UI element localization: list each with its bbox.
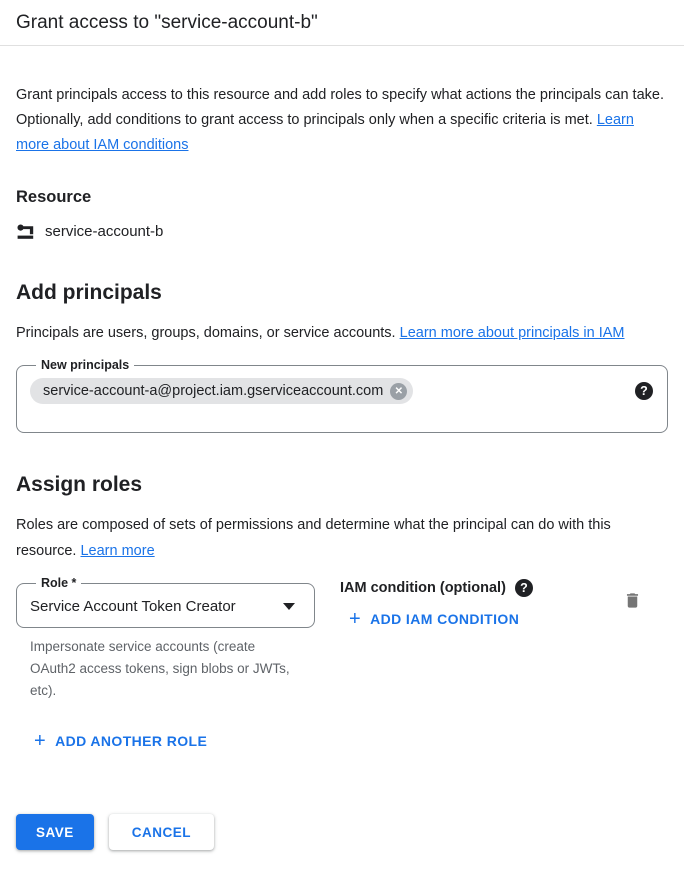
roles-description [16,512,668,564]
add-iam-condition-button[interactable] [349,610,519,628]
save-button[interactable]: SAVE [16,814,94,850]
add-another-role-label: ADD ANOTHER ROLE [55,733,208,749]
assign-roles-heading: Assign roles [16,473,143,496]
chevron-down-icon [283,603,295,610]
new-principals-field[interactable] [16,359,668,433]
principals-help-icon[interactable]: ? [635,382,653,400]
dialog-actions [16,814,668,850]
delete-column [623,577,668,615]
trash-icon [623,591,642,610]
role-description: Impersonate service accounts (create OAuth2 access tokens, sign blobs or JWTs, etc). [30,639,290,698]
iam-condition-column [340,577,533,630]
delete-role-button[interactable] [623,591,642,610]
principals-description [16,320,668,346]
resource-item [16,222,668,241]
page-title: Grant access to "service-account-b" [0,0,684,46]
learn-more-roles-link[interactable]: Learn more [80,543,155,559]
add-iam-condition-label: ADD IAM CONDITION [370,611,520,627]
principals-description-text: Principals are users, groups, domains, or service accounts. [16,325,396,341]
iam-condition-help-icon[interactable]: ? [515,579,533,597]
role-column [16,577,315,702]
principal-chip [30,378,413,404]
intro-paragraph [16,83,668,158]
cancel-button[interactable]: CANCEL [109,814,214,850]
plus-icon: + [34,730,47,752]
new-principals-inner [30,378,653,404]
chip-close-icon[interactable]: ✕ [390,383,407,400]
role-row [16,577,668,702]
service-account-icon [16,222,37,241]
add-another-role-button[interactable] [34,732,207,750]
role-select-label: Role * [41,576,77,590]
resource-name: service-account-b [45,223,164,240]
add-principals-heading: Add principals [16,281,162,304]
new-principals-label: New principals [41,358,130,372]
intro-text: Grant principals access to this resource and add roles to specify what actions the principals can take. Optionally, add conditions to grant access to principals only when a specific criteria is met. [16,87,664,128]
learn-more-iam-conditions-link[interactable]: Learn more about IAM conditions [16,112,634,153]
role-selected-value: Service Account Token Creator [30,598,236,615]
iam-condition-label: IAM condition (optional) [340,580,506,596]
plus-icon: + [349,608,362,630]
resource-heading: Resource [16,188,92,206]
role-select[interactable] [16,577,315,628]
roles-description-text: Roles are composed of sets of permissions and determine what the principal can do with this resource. [16,517,611,559]
principal-chip-label: service-account-a@project.iam.gserviceaccount.com [43,383,384,399]
learn-more-principals-link[interactable]: Learn more about principals in IAM [399,325,625,341]
